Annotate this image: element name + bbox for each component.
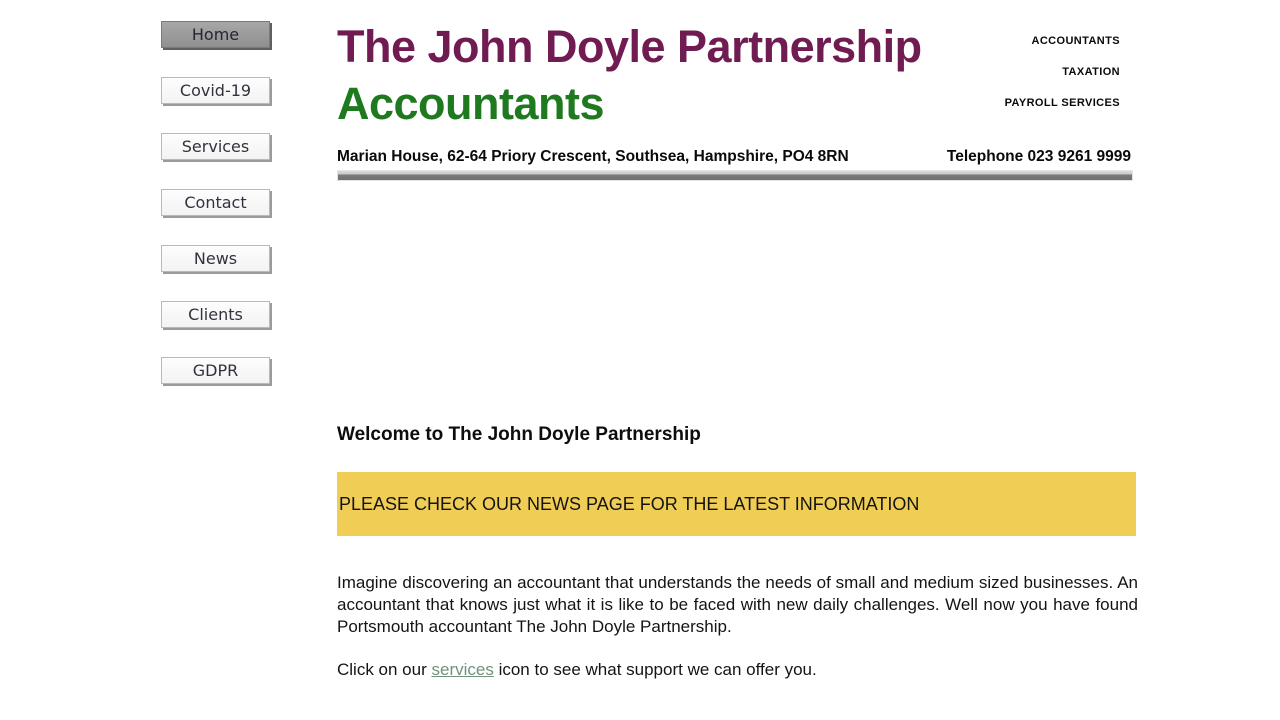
cta-before-text: Click on our <box>337 660 432 679</box>
tagline-taxation: TAXATION <box>1062 66 1120 78</box>
sidebar-item-gdpr[interactable]: GDPR <box>161 357 270 384</box>
news-banner <box>337 472 1136 536</box>
cta-after-text: icon to see what support we can offer you. <box>493 660 817 679</box>
telephone-text: Telephone 023 9261 9999 <box>946 148 1131 165</box>
address-text: Marian House, 62-64 Priory Crescent, Southsea, Hampshire, PO4 8RN <box>337 148 849 165</box>
tagline-accountants: ACCOUNTANTS <box>1031 35 1120 47</box>
sidebar-item-covid19[interactable]: Covid-19 <box>161 77 270 104</box>
sidebar-item-contact[interactable]: Contact <box>161 189 270 216</box>
news-banner-text: PLEASE CHECK OUR NEWS PAGE FOR THE LATEST INFORMATION <box>339 493 920 514</box>
welcome-heading: Welcome to The John Doyle Partnership <box>337 424 701 445</box>
address-row <box>337 148 1131 166</box>
sidebar-nav <box>161 21 273 413</box>
site-title-main: The John Doyle Partnership <box>337 21 922 72</box>
header-divider-bar <box>337 170 1133 181</box>
services-link[interactable]: services <box>431 660 494 679</box>
sidebar-item-clients[interactable]: Clients <box>161 301 270 328</box>
site-title-accent: Accountants <box>337 78 605 129</box>
intro-paragraph: Imagine discovering an accountant that understands the needs of small and medium sized businesses. An accountant that knows just what it is like to be faced with new daily challenges. Well now you have found Portsmouth accountant The John Doyle Partnership. <box>337 573 1138 636</box>
tagline-payroll-services: PAYROLL SERVICES <box>1004 97 1120 109</box>
cta-line <box>337 660 1138 680</box>
site-title <box>337 18 927 132</box>
sidebar-item-news[interactable]: News <box>161 245 270 272</box>
taglines <box>1005 26 1120 119</box>
sidebar-item-home[interactable]: Home <box>161 21 270 48</box>
sidebar-item-services[interactable]: Services <box>161 133 270 160</box>
